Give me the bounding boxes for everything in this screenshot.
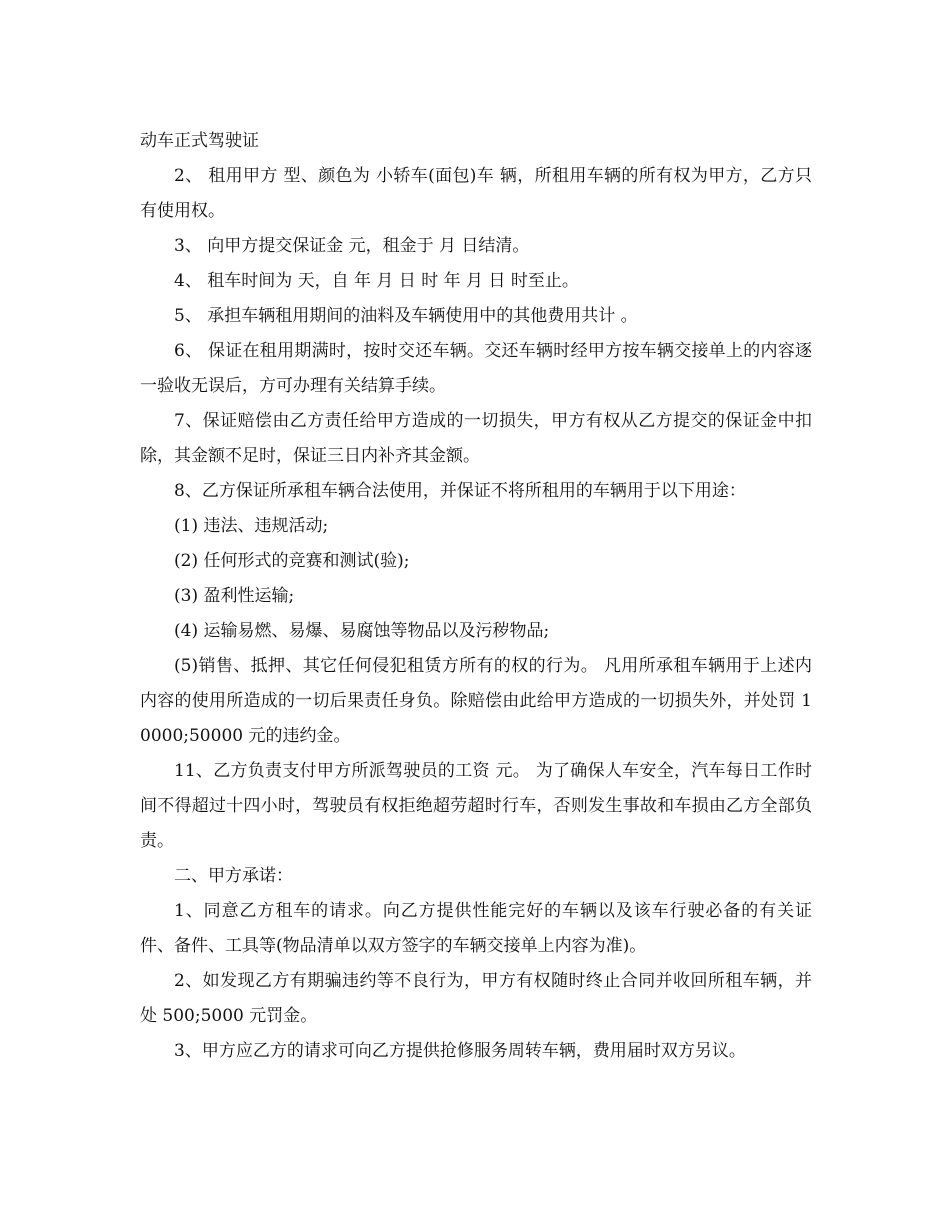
list-item-5: (5)销售、抵押、其它任何侵犯租赁方所有的权的行为。 凡用所承租车辆用于上述内内容的使用所造成的一切后果责任身负。除赔偿由此给甲方造成的一切损失外，并处罚 10000;50000 元的违约金。 [140,656,812,746]
paragraph-1: 2、 租用甲方 型、颜色为 小轿车(面包)车 辆，所租用车辆的所有权为甲方，乙方只有使用权。 [140,166,812,221]
paragraph-3: 4、 租车时间为 天，自 年 月 日 时 年 月 日 时至止。 [174,271,579,291]
paragraph-5: 6、 保证在租用期满时，按时交还车辆。交还车辆时经甲方按车辆交接单上的内容逐一验收无误后，方可办理有关结算手续。 [140,341,812,396]
party-a-item-2: 2、如发现乙方有期骗违约等不良行为，甲方有权随时终止合同并收回所租车辆，并处 500;5000 元罚金。 [140,971,812,1026]
paragraph-2: 3、 向甲方提交保证金 元，租金于 月 日结清。 [174,236,530,256]
list-item-1: (1) 违法、违规活动; [174,516,329,536]
document-body [140,124,812,1069]
paragraph-0: 动车正式驾驶证 [140,131,259,151]
list-item-4: (4) 运输易燃、易爆、易腐蚀等物品以及污秽物品; [174,621,550,641]
paragraph-11: 11、乙方负责支付甲方所派驾驶员的工资 元。 为了确保人车安全，汽车每日工作时间不得超过十四小时，驾驶员有权拒绝超劳超时行车，否则发生事故和车损由乙方全部负责。 [140,761,812,851]
paragraph-7: 8、乙方保证所承租车辆合法使用，并保证不将所租用的车辆用于以下用途： [174,481,746,501]
section-heading-party-a: 二、甲方承诺： [174,866,293,886]
party-a-item-1: 1、同意乙方租车的请求。向乙方提供性能完好的车辆以及该车行驶必备的有关证件、备件、工具等(物品清单以双方签字的车辆交接单上内容为准)。 [140,901,812,956]
party-a-item-3: 3、甲方应乙方的请求可向乙方提供抢修服务周转车辆，费用届时双方另议。 [174,1041,746,1061]
list-item-3: (3) 盈利性运输; [174,586,295,606]
paragraph-6: 7、保证赔偿由乙方责任给甲方造成的一切损失，甲方有权从乙方提交的保证金中扣除，其金额不足时，保证三日内补齐其金额。 [140,411,812,466]
paragraph-4: 5、 承担车辆租用期间的油料及车辆使用中的其他费用共计 。 [174,306,638,326]
list-item-2: (2) 任何形式的竞赛和测试(验); [174,551,410,571]
